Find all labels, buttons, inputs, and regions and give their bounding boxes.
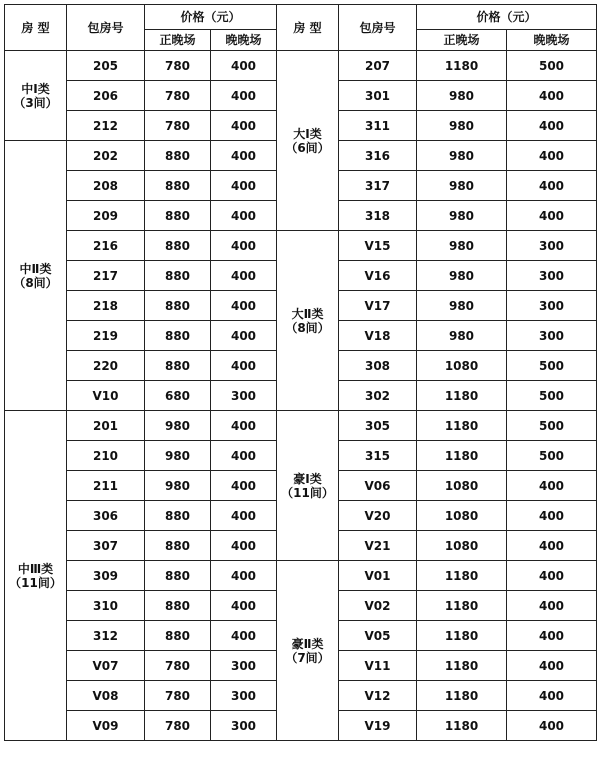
left-late-price: 300 xyxy=(211,381,277,411)
right-evening-price: 1180 xyxy=(417,681,507,711)
right-room-no: 316 xyxy=(339,141,417,171)
left-late-price: 400 xyxy=(211,81,277,111)
left-evening-price: 880 xyxy=(145,501,211,531)
left-room-no: 210 xyxy=(67,441,145,471)
right-room-no: V18 xyxy=(339,321,417,351)
left-late-price: 400 xyxy=(211,51,277,81)
right-late-price: 400 xyxy=(507,501,597,531)
left-late-price: 400 xyxy=(211,141,277,171)
left-late-price: 400 xyxy=(211,261,277,291)
left-late-price: 400 xyxy=(211,441,277,471)
right-room-no: 305 xyxy=(339,411,417,441)
right-category-count: （6间） xyxy=(285,140,330,155)
table-row xyxy=(5,561,597,591)
right-evening-price: 980 xyxy=(417,111,507,141)
left-evening-price: 680 xyxy=(145,381,211,411)
right-late-price: 300 xyxy=(507,321,597,351)
right-category-name: 大Ⅰ类 xyxy=(293,126,322,141)
right-room-no: V17 xyxy=(339,291,417,321)
left-evening-price: 980 xyxy=(145,441,211,471)
right-evening-price: 1180 xyxy=(417,591,507,621)
right-room-no: 317 xyxy=(339,171,417,201)
right-late-price: 500 xyxy=(507,441,597,471)
header-evening-right: 正晚场 xyxy=(417,30,507,51)
left-late-price: 400 xyxy=(211,561,277,591)
left-category-cell xyxy=(5,141,67,411)
left-category-name: 中Ⅰ类 xyxy=(21,81,50,96)
left-late-price: 400 xyxy=(211,291,277,321)
right-category-name: 豪Ⅰ类 xyxy=(293,471,322,486)
right-room-no: 308 xyxy=(339,351,417,381)
left-category-cell xyxy=(5,411,67,741)
right-room-no: V11 xyxy=(339,651,417,681)
left-late-price: 400 xyxy=(211,501,277,531)
right-room-no: V06 xyxy=(339,471,417,501)
right-late-price: 400 xyxy=(507,621,597,651)
right-evening-price: 980 xyxy=(417,291,507,321)
header-room-no-left: 包房号 xyxy=(67,5,145,51)
left-evening-price: 880 xyxy=(145,321,211,351)
header-room-no-right: 包房号 xyxy=(339,5,417,51)
right-late-price: 400 xyxy=(507,201,597,231)
header-price-right: 价格（元） xyxy=(417,5,597,30)
left-room-no: 218 xyxy=(67,291,145,321)
left-late-price: 300 xyxy=(211,681,277,711)
right-late-price: 400 xyxy=(507,591,597,621)
right-evening-price: 1180 xyxy=(417,381,507,411)
header-room-type-left: 房 型 xyxy=(5,5,67,51)
right-category-count: （11间） xyxy=(281,485,334,500)
right-room-no: 315 xyxy=(339,441,417,471)
left-category-name: 中Ⅱ类 xyxy=(19,261,52,276)
right-room-no: V20 xyxy=(339,501,417,531)
left-room-no: 205 xyxy=(67,51,145,81)
left-late-price: 400 xyxy=(211,201,277,231)
right-late-price: 400 xyxy=(507,531,597,561)
left-late-price: 400 xyxy=(211,321,277,351)
right-late-price: 400 xyxy=(507,471,597,501)
left-room-no: 209 xyxy=(67,201,145,231)
left-room-no: 220 xyxy=(67,351,145,381)
left-evening-price: 880 xyxy=(145,291,211,321)
header-evening-left: 正晚场 xyxy=(145,30,211,51)
right-late-price: 300 xyxy=(507,231,597,261)
left-evening-price: 980 xyxy=(145,471,211,501)
left-evening-price: 780 xyxy=(145,681,211,711)
right-category-cell xyxy=(277,51,339,231)
left-evening-price: 780 xyxy=(145,711,211,741)
left-evening-price: 880 xyxy=(145,351,211,381)
left-late-price: 400 xyxy=(211,351,277,381)
left-room-no: 202 xyxy=(67,141,145,171)
right-late-price: 500 xyxy=(507,411,597,441)
right-late-price: 400 xyxy=(507,561,597,591)
right-evening-price: 1180 xyxy=(417,651,507,681)
left-category-count: （8间） xyxy=(13,275,58,290)
left-evening-price: 880 xyxy=(145,561,211,591)
header-room-type-right: 房 型 xyxy=(277,5,339,51)
left-late-price: 300 xyxy=(211,711,277,741)
left-late-price: 400 xyxy=(211,621,277,651)
right-room-no: V02 xyxy=(339,591,417,621)
right-category-count: （7间） xyxy=(285,650,330,665)
right-evening-price: 980 xyxy=(417,321,507,351)
right-evening-price: 1180 xyxy=(417,561,507,591)
left-room-no: 216 xyxy=(67,231,145,261)
left-late-price: 300 xyxy=(211,651,277,681)
right-late-price: 400 xyxy=(507,141,597,171)
right-room-no: V12 xyxy=(339,681,417,711)
right-room-no: 311 xyxy=(339,111,417,141)
right-category-count: （8间） xyxy=(285,320,330,335)
left-evening-price: 980 xyxy=(145,411,211,441)
right-evening-price: 980 xyxy=(417,231,507,261)
left-room-no: 309 xyxy=(67,561,145,591)
left-room-no: V09 xyxy=(67,711,145,741)
right-evening-price: 980 xyxy=(417,171,507,201)
right-evening-price: 1180 xyxy=(417,51,507,81)
right-late-price: 400 xyxy=(507,711,597,741)
right-evening-price: 1080 xyxy=(417,351,507,381)
left-late-price: 400 xyxy=(211,471,277,501)
right-category-name: 大Ⅱ类 xyxy=(291,306,324,321)
header-price-left: 价格（元） xyxy=(145,5,277,30)
right-evening-price: 1080 xyxy=(417,531,507,561)
left-evening-price: 880 xyxy=(145,231,211,261)
right-late-price: 400 xyxy=(507,111,597,141)
right-room-no: 301 xyxy=(339,81,417,111)
left-room-no: 219 xyxy=(67,321,145,351)
right-late-price: 400 xyxy=(507,81,597,111)
left-room-no: 201 xyxy=(67,411,145,441)
left-evening-price: 880 xyxy=(145,201,211,231)
right-evening-price: 1180 xyxy=(417,711,507,741)
left-late-price: 400 xyxy=(211,531,277,561)
table-row xyxy=(5,231,597,261)
right-room-no: V01 xyxy=(339,561,417,591)
right-category-cell xyxy=(277,231,339,411)
right-late-price: 500 xyxy=(507,51,597,81)
left-category-count: （3间） xyxy=(13,95,58,110)
header-row-top xyxy=(5,5,597,30)
right-room-no: V21 xyxy=(339,531,417,561)
left-room-no: V07 xyxy=(67,651,145,681)
left-late-price: 400 xyxy=(211,591,277,621)
left-late-price: 400 xyxy=(211,171,277,201)
left-room-no: V08 xyxy=(67,681,145,711)
left-room-no: 307 xyxy=(67,531,145,561)
table-row xyxy=(5,411,597,441)
right-room-no: V16 xyxy=(339,261,417,291)
header-late-left: 晚晚场 xyxy=(211,30,277,51)
left-room-no: 217 xyxy=(67,261,145,291)
left-late-price: 400 xyxy=(211,231,277,261)
right-evening-price: 980 xyxy=(417,81,507,111)
left-evening-price: 880 xyxy=(145,171,211,201)
left-evening-price: 880 xyxy=(145,261,211,291)
right-category-name: 豪Ⅱ类 xyxy=(291,636,324,651)
right-category-cell xyxy=(277,411,339,561)
left-evening-price: 880 xyxy=(145,531,211,561)
left-late-price: 400 xyxy=(211,411,277,441)
right-late-price: 400 xyxy=(507,171,597,201)
right-evening-price: 980 xyxy=(417,141,507,171)
left-category-cell xyxy=(5,51,67,141)
table-body xyxy=(5,51,597,741)
header-late-right: 晚晚场 xyxy=(507,30,597,51)
left-evening-price: 780 xyxy=(145,51,211,81)
left-evening-price: 780 xyxy=(145,651,211,681)
left-category-count: （11间） xyxy=(9,575,62,590)
left-room-no: 212 xyxy=(67,111,145,141)
right-evening-price: 1080 xyxy=(417,471,507,501)
right-room-no: 318 xyxy=(339,201,417,231)
right-room-no: V15 xyxy=(339,231,417,261)
right-evening-price: 1180 xyxy=(417,621,507,651)
right-evening-price: 980 xyxy=(417,201,507,231)
left-room-no: 310 xyxy=(67,591,145,621)
left-room-no: 211 xyxy=(67,471,145,501)
left-late-price: 400 xyxy=(211,111,277,141)
right-evening-price: 1080 xyxy=(417,501,507,531)
right-late-price: 300 xyxy=(507,291,597,321)
right-room-no: V05 xyxy=(339,621,417,651)
left-evening-price: 780 xyxy=(145,111,211,141)
right-evening-price: 1180 xyxy=(417,441,507,471)
left-evening-price: 880 xyxy=(145,591,211,621)
right-room-no: 207 xyxy=(339,51,417,81)
left-room-no: V10 xyxy=(67,381,145,411)
left-room-no: 206 xyxy=(67,81,145,111)
right-evening-price: 980 xyxy=(417,261,507,291)
table-row xyxy=(5,51,597,81)
right-room-no: V19 xyxy=(339,711,417,741)
right-evening-price: 1180 xyxy=(417,411,507,441)
left-category-name: 中Ⅲ类 xyxy=(17,561,54,576)
right-late-price: 500 xyxy=(507,381,597,411)
left-room-no: 306 xyxy=(67,501,145,531)
room-price-table xyxy=(4,4,597,741)
left-room-no: 312 xyxy=(67,621,145,651)
left-evening-price: 780 xyxy=(145,81,211,111)
left-room-no: 208 xyxy=(67,171,145,201)
right-room-no: 302 xyxy=(339,381,417,411)
right-late-price: 300 xyxy=(507,261,597,291)
right-late-price: 400 xyxy=(507,651,597,681)
right-category-cell xyxy=(277,561,339,741)
right-late-price: 500 xyxy=(507,351,597,381)
left-evening-price: 880 xyxy=(145,621,211,651)
right-late-price: 400 xyxy=(507,681,597,711)
left-evening-price: 880 xyxy=(145,141,211,171)
